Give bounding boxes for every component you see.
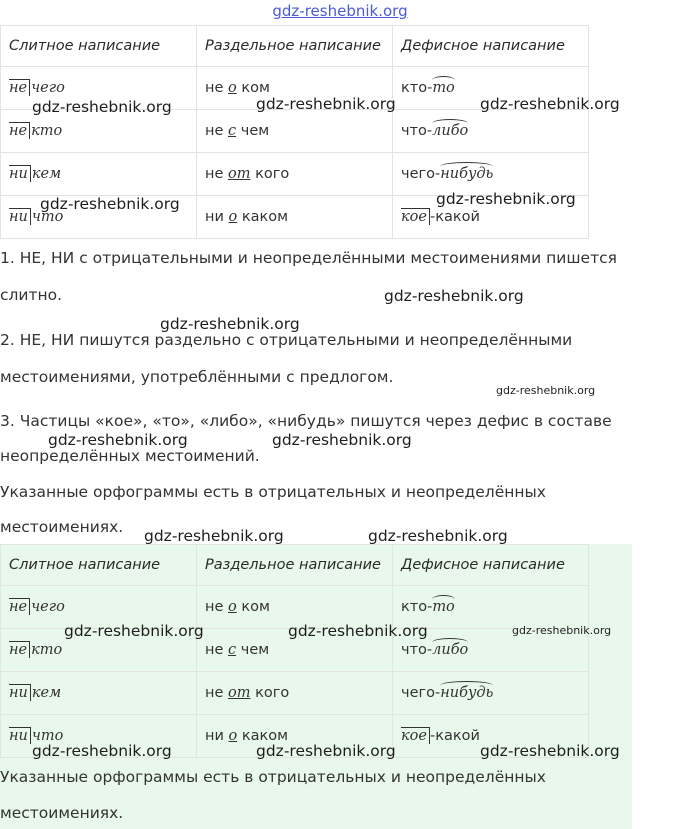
suffix-morpheme: то — [432, 80, 455, 96]
word-part: что- — [401, 123, 433, 139]
preposition: от — [228, 166, 251, 182]
prefix-morpheme: кое — [401, 208, 430, 225]
prefix-morpheme: не — [9, 641, 30, 658]
prefix-morpheme: ни — [9, 727, 31, 744]
preposition: о — [228, 209, 238, 225]
root-morpheme: кем — [31, 166, 62, 182]
rule-2-line-1: 2. НЕ, НИ пишутся раздельно с отрицательными и неопределёнными — [0, 331, 573, 349]
root-morpheme: кто — [31, 642, 63, 658]
prefix-morpheme: не — [9, 598, 30, 615]
header-hyphen: Дефисное написание — [393, 545, 589, 586]
word-part: ни — [205, 728, 229, 744]
preposition: о — [228, 728, 238, 744]
cell-separate — [197, 672, 393, 715]
watermark: gdz-reshebnik.org — [48, 431, 188, 449]
watermark: gdz-reshebnik.org — [32, 98, 172, 116]
summary-line-1: Указанные орфограммы есть в отрицательных и неопределённых — [0, 483, 546, 501]
rule-2-line-2: местоимениями, употреблёнными с предлогом. — [0, 368, 394, 386]
header-hyphen: Дефисное написание — [393, 26, 589, 67]
word-part: не — [205, 685, 229, 701]
word-part: чего- — [401, 685, 441, 701]
word-part: -какой — [429, 728, 480, 744]
watermark: gdz-reshebnik.org — [144, 527, 284, 545]
preposition: с — [228, 123, 237, 139]
watermark: gdz-reshebnik.org — [256, 95, 396, 113]
root-morpheme: чего — [31, 80, 65, 96]
word-part: не — [205, 599, 229, 615]
word-part: не — [205, 642, 229, 658]
watermark: gdz-reshebnik.org — [436, 190, 576, 208]
header-separate: Раздельное написание — [197, 545, 393, 586]
watermark: gdz-reshebnik.org — [32, 742, 172, 760]
suffix-morpheme: то — [432, 599, 455, 615]
watermark: gdz-reshebnik.org — [480, 95, 620, 113]
table-header-row — [1, 26, 589, 67]
rule-3-line-2: неопределённых местоимений. — [0, 447, 260, 465]
watermark: gdz-reshebnik.org — [496, 384, 596, 397]
prefix-morpheme: ни — [9, 208, 31, 225]
root-morpheme: кем — [31, 685, 62, 701]
watermark: gdz-reshebnik.org — [256, 742, 396, 760]
word-part: кого — [250, 685, 290, 701]
cell-separate — [197, 110, 393, 153]
word-part: кто- — [401, 599, 433, 615]
word-part: кого — [250, 166, 290, 182]
rule-1-line-2: слитно. — [0, 286, 63, 304]
word-part: чем — [236, 642, 270, 658]
prefix-morpheme: ни — [9, 165, 31, 182]
word-part: чем — [236, 123, 270, 139]
prefix-morpheme: не — [9, 79, 30, 96]
watermark: gdz-reshebnik.org — [384, 287, 524, 305]
word-part: каком — [237, 209, 289, 225]
watermark: gdz-reshebnik.org — [272, 431, 412, 449]
rule-1-line-1: 1. НЕ, НИ с отрицательными и неопределёнными местоимениями пишется — [0, 249, 617, 267]
preposition: от — [228, 685, 251, 701]
word-part: ком — [236, 80, 270, 96]
answer-line-2: местоимениях. — [0, 804, 124, 822]
word-part: не — [205, 166, 229, 182]
watermark: gdz-reshebnik.org — [480, 742, 620, 760]
table-header-row — [1, 545, 589, 586]
watermark: gdz-reshebnik.org — [64, 622, 204, 640]
cell-hyphen — [393, 672, 589, 715]
word-part: не — [205, 123, 229, 139]
watermark: gdz-reshebnik.org — [512, 624, 612, 637]
word-part: не — [205, 80, 229, 96]
watermark: gdz-reshebnik.org — [368, 527, 508, 545]
cell-merged — [1, 672, 197, 715]
preposition: с — [228, 642, 237, 658]
word-part: -какой — [429, 209, 480, 225]
watermark: gdz-reshebnik.org — [160, 315, 300, 333]
suffix-morpheme: нибудь — [440, 685, 494, 701]
cell-separate — [197, 153, 393, 196]
watermark: gdz-reshebnik.org — [288, 622, 428, 640]
watermark: gdz-reshebnik.org — [40, 195, 180, 213]
word-part: что- — [401, 642, 433, 658]
root-morpheme: кто — [31, 123, 63, 139]
cell-separate — [197, 196, 393, 239]
header-separate: Раздельное написание — [197, 26, 393, 67]
suffix-morpheme: либо — [432, 642, 469, 658]
preposition: о — [228, 80, 237, 96]
prefix-morpheme: кое — [401, 727, 430, 744]
answer-line-1: Указанные орфограммы есть в отрицательных и неопределённых — [0, 768, 546, 786]
root-morpheme: чего — [31, 599, 65, 615]
header-merged: Слитное написание — [1, 545, 197, 586]
summary-line-2: местоимениях. — [0, 518, 124, 536]
suffix-morpheme: нибудь — [440, 166, 494, 182]
header-merged: Слитное написание — [1, 26, 197, 67]
rule-3-line-1: 3. Частицы «кое», «то», «либо», «нибудь» пишутся через дефис в составе — [0, 412, 612, 430]
cell-merged — [1, 153, 197, 196]
cell-hyphen — [393, 110, 589, 153]
preposition: о — [228, 599, 237, 615]
word-part: чего- — [401, 166, 441, 182]
root-morpheme: что — [31, 728, 64, 744]
site-title[interactable]: gdz-reshebnik.org — [272, 2, 408, 20]
root-morpheme: что — [31, 209, 64, 225]
word-part: кто- — [401, 80, 433, 96]
table-row — [1, 672, 589, 715]
suffix-morpheme: либо — [432, 123, 469, 139]
word-part: ком — [236, 599, 270, 615]
prefix-morpheme: ни — [9, 684, 31, 701]
prefix-morpheme: не — [9, 122, 30, 139]
word-part: ни — [205, 209, 229, 225]
word-part: каком — [237, 728, 289, 744]
answer-spelling-table — [0, 544, 589, 758]
